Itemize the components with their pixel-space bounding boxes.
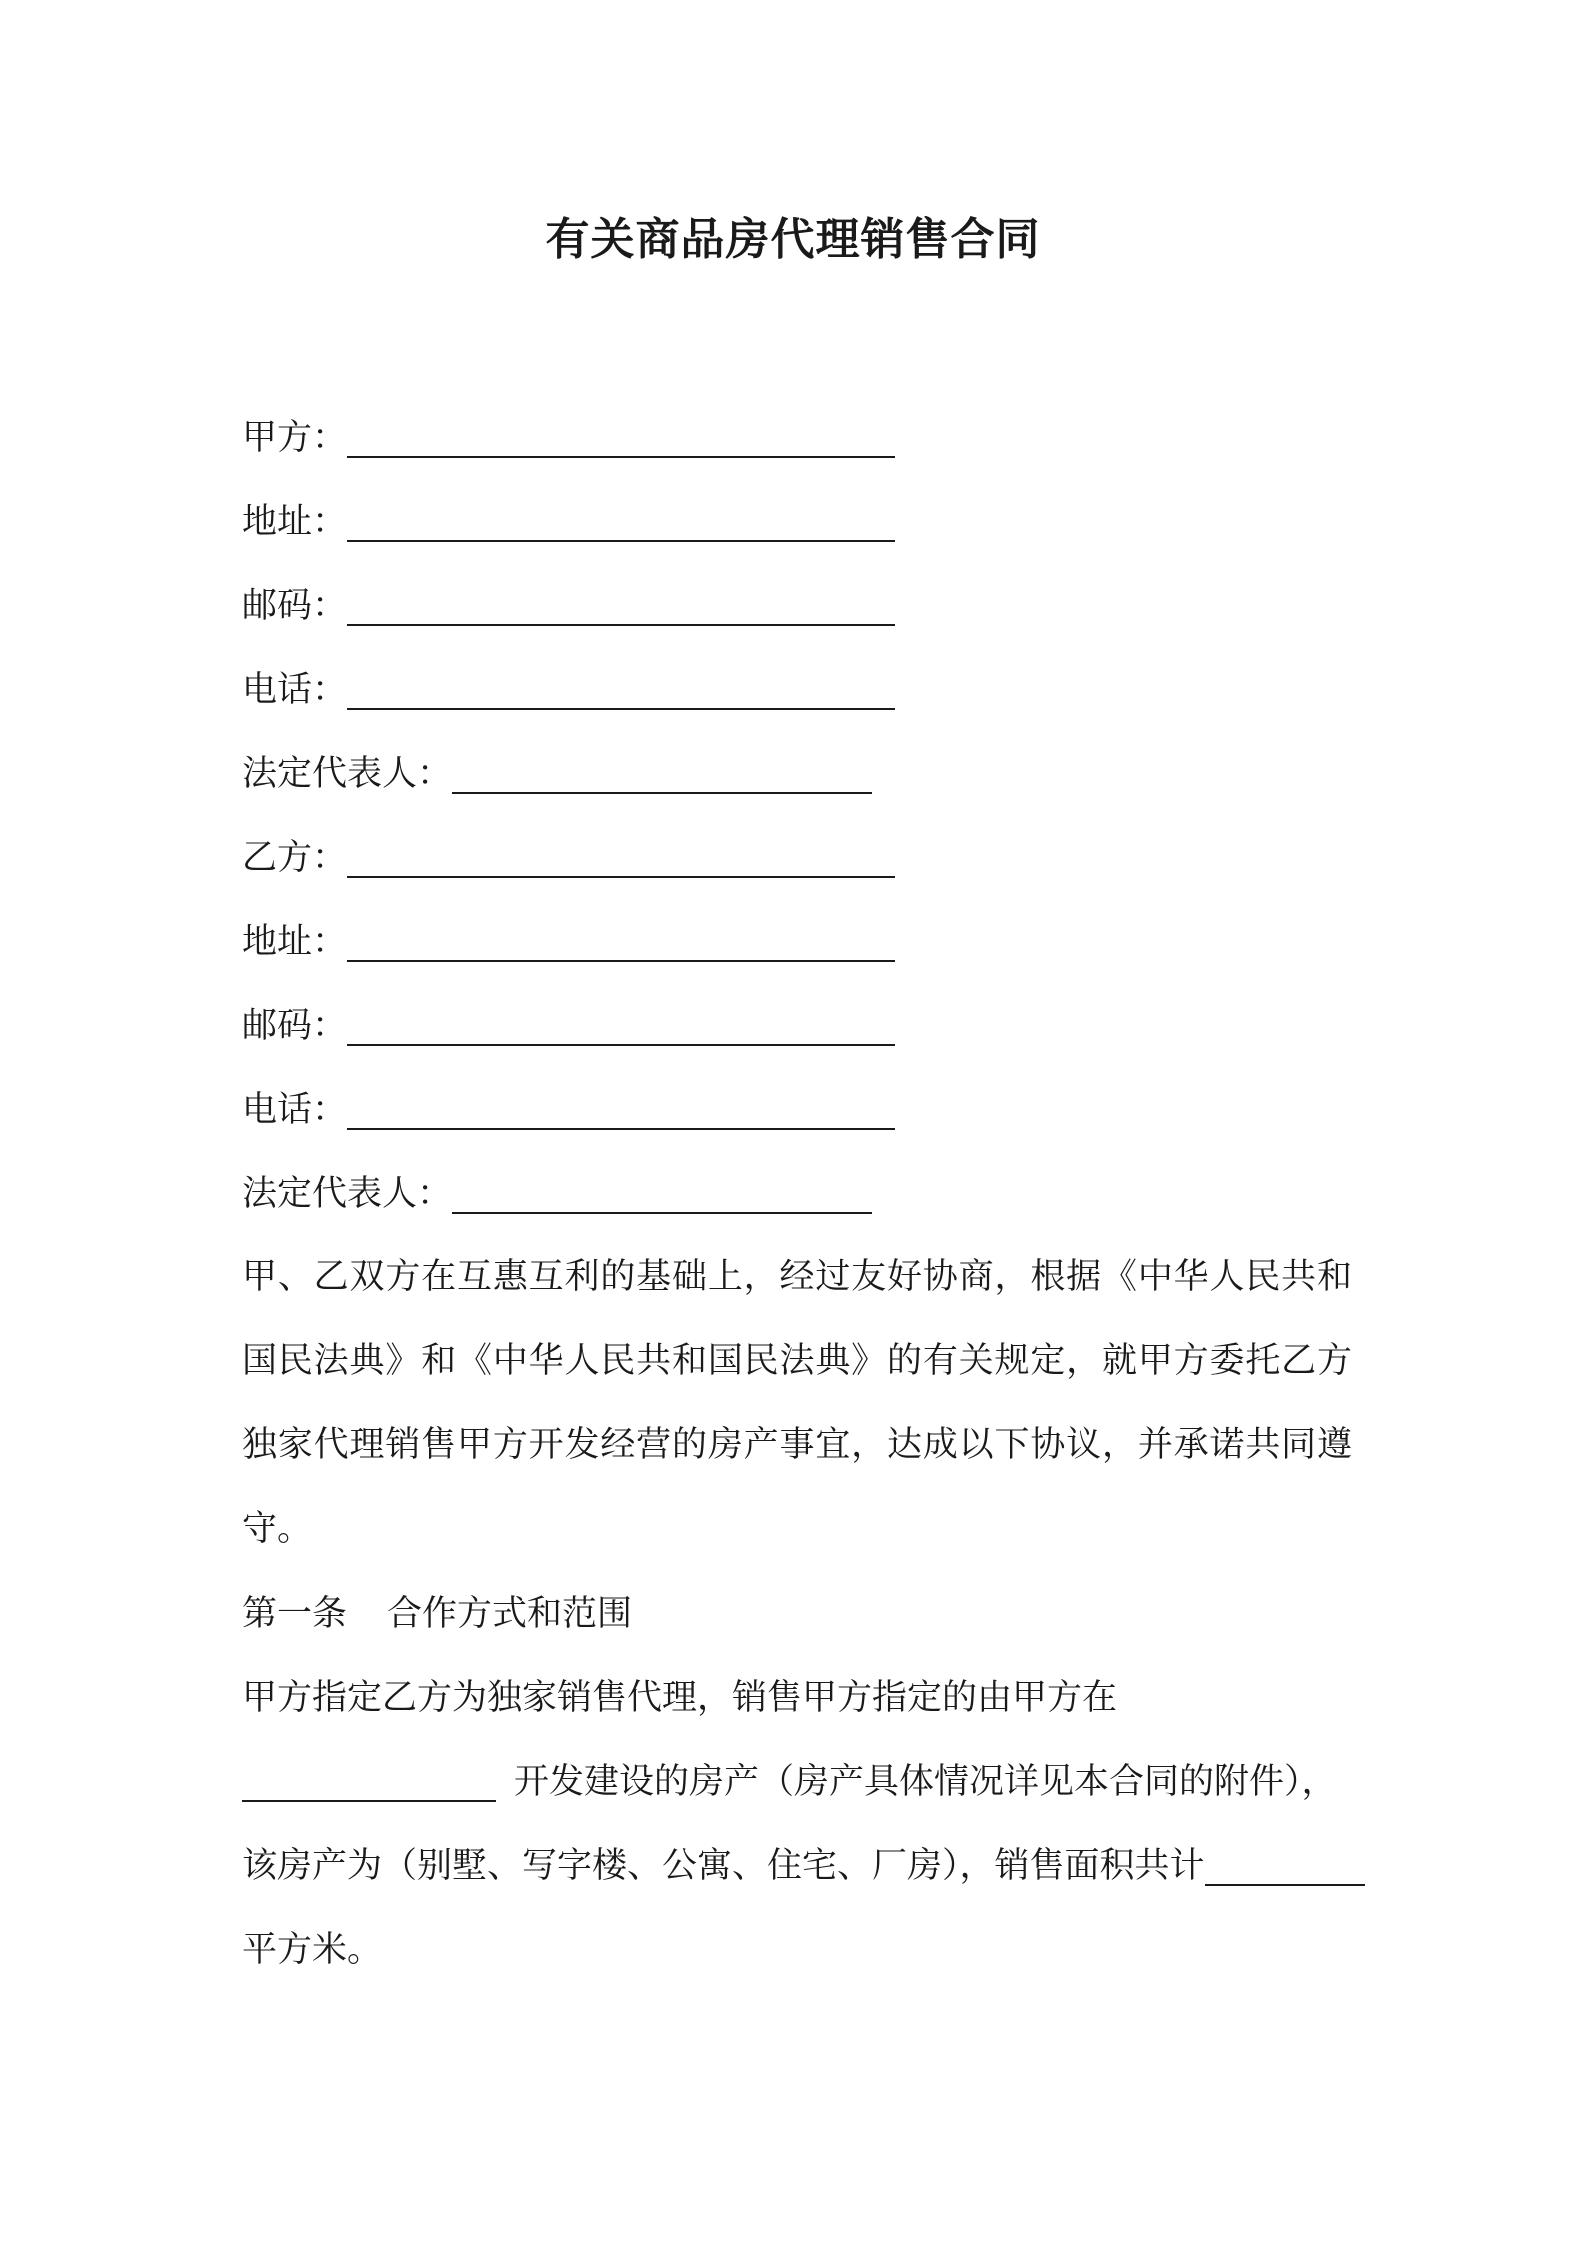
party-a-name-row xyxy=(242,410,895,466)
party-a-phone-label: 电话： xyxy=(242,670,348,710)
party-a-legal-rep-label: 法定代表人： xyxy=(242,754,453,794)
party-b-address-row xyxy=(242,914,895,970)
party-a-legal-rep-blank[interactable] xyxy=(452,746,872,794)
party-b-postcode-label: 邮码： xyxy=(242,1006,348,1046)
article-1-title: 合作方式和范围 xyxy=(387,1594,633,1634)
party-b-postcode-row xyxy=(242,998,895,1054)
article-1-line-2: 开发建设的房产（房产具体情况详见本合同的附件）， xyxy=(514,1762,1337,1802)
party-b-phone-label: 电话： xyxy=(242,1090,348,1130)
party-b-legal-rep-blank[interactable] xyxy=(452,1166,872,1214)
preamble-paragraph: 甲、乙双方在互惠互利的基础上，经过友好协商，根据《中华人民共和国民法典》和《中华人民共和国民法典》的有关规定，就甲方委托乙方独家代理销售甲方开发经营的房产事宜，达成以下协议，并承诺共同遵守。 xyxy=(242,1257,1352,1549)
party-b-postcode-blank[interactable] xyxy=(347,998,895,1046)
article-1-line-2-row xyxy=(242,1754,1337,1810)
party-b-legal-rep-row xyxy=(242,1166,872,1222)
party-b-legal-rep-label: 法定代表人： xyxy=(242,1174,453,1214)
development-location-blank[interactable] xyxy=(242,1754,496,1802)
party-b-address-label: 地址： xyxy=(242,922,348,962)
article-1-line-1: 甲方指定乙方为独家销售代理，销售甲方指定的由甲方在 xyxy=(242,1678,1118,1718)
article-1-line-3-row xyxy=(242,1838,1365,1894)
party-a-name-label: 甲方： xyxy=(242,418,348,458)
article-1-number: 第一条 xyxy=(242,1594,348,1634)
article-1-line-3: 该房产为（别墅、写字楼、公寓、住宅、厂房），销售面积共计 xyxy=(242,1846,1205,1886)
party-a-postcode-row xyxy=(242,578,895,634)
party-a-name-blank[interactable] xyxy=(347,410,895,458)
party-a-postcode-blank[interactable] xyxy=(347,578,895,626)
party-a-legal-rep-row xyxy=(242,746,872,802)
party-b-name-row xyxy=(242,830,895,886)
party-a-phone-blank[interactable] xyxy=(347,662,895,710)
article-1-heading xyxy=(242,1586,632,1642)
party-a-phone-row xyxy=(242,662,895,718)
party-b-address-blank[interactable] xyxy=(347,914,895,962)
article-1-line-4: 平方米。 xyxy=(242,1930,383,1970)
document-title: 有关商品房代理销售合同 xyxy=(545,214,1041,265)
party-b-phone-blank[interactable] xyxy=(347,1082,895,1130)
party-a-address-blank[interactable] xyxy=(347,494,895,542)
party-a-address-label: 地址： xyxy=(242,502,348,542)
party-a-address-row xyxy=(242,494,895,550)
party-b-name-label: 乙方： xyxy=(242,838,348,878)
sales-area-blank[interactable] xyxy=(1205,1838,1365,1886)
party-b-name-blank[interactable] xyxy=(347,830,895,878)
party-b-phone-row xyxy=(242,1082,895,1138)
party-a-postcode-label: 邮码： xyxy=(242,586,348,626)
